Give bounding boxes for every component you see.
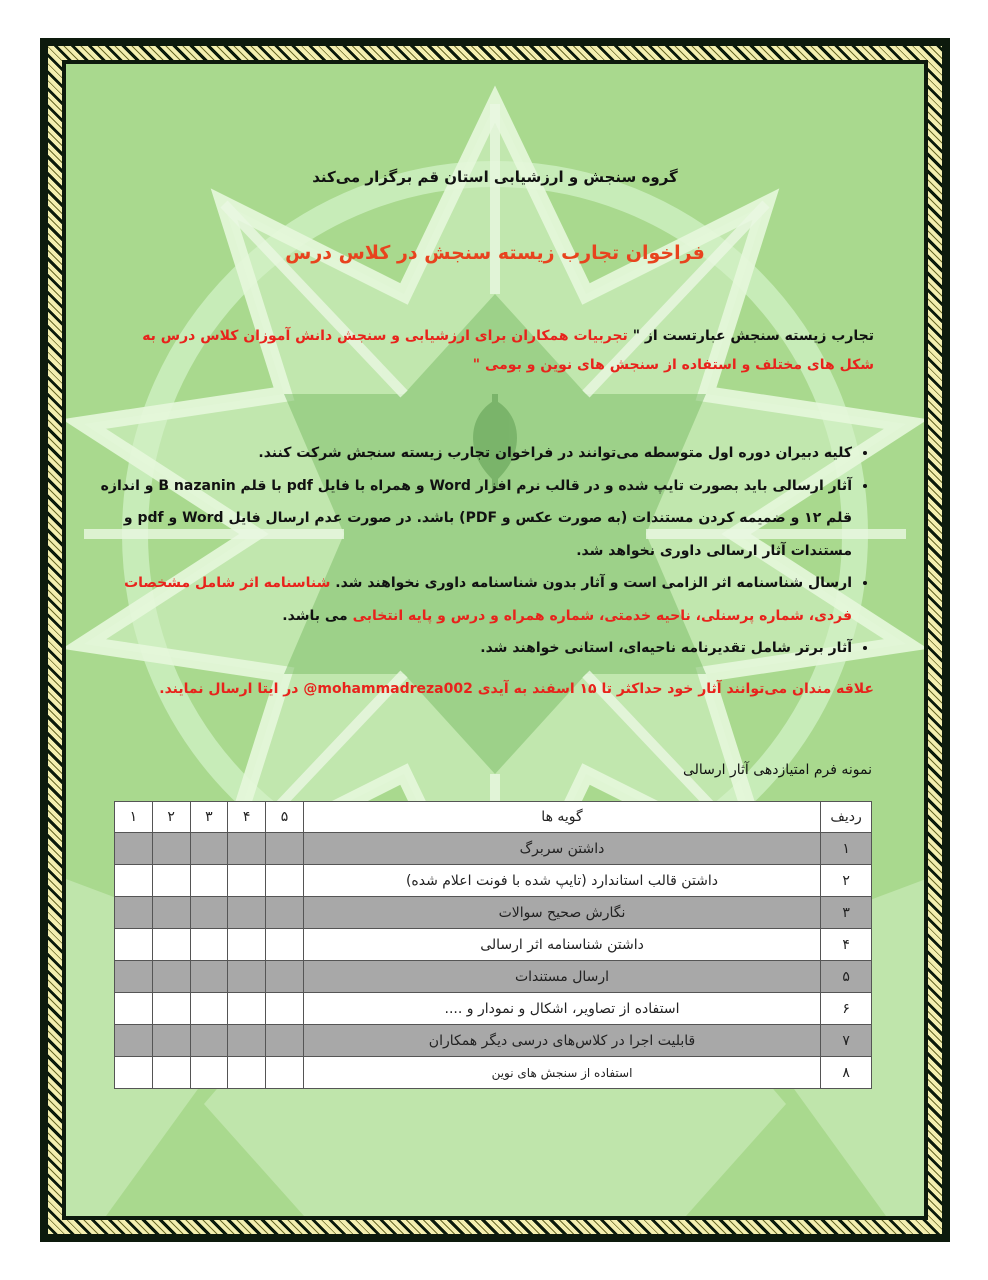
row-item: ارسال مستندات xyxy=(303,961,820,993)
rule-text: ارسال شناسنامه اثر الزامی است و آثار بدون شناسنامه داوری نخواهند شد. xyxy=(335,575,852,591)
row-number: ۴ xyxy=(821,929,872,961)
score-cell[interactable] xyxy=(152,929,190,961)
score-cell[interactable] xyxy=(190,1057,228,1089)
score-cell[interactable] xyxy=(115,897,153,929)
score-cell[interactable] xyxy=(190,961,228,993)
table-row xyxy=(115,897,872,929)
score-cell[interactable] xyxy=(152,961,190,993)
table-row xyxy=(115,961,872,993)
score-cell[interactable] xyxy=(228,1025,266,1057)
header-score-5: ۵ xyxy=(266,802,304,833)
row-item: نگارش صحیح سوالات xyxy=(303,897,820,929)
row-item: داشتن قالب استاندارد (تایپ شده با فونت اعلام شده) xyxy=(303,865,820,897)
table-row xyxy=(115,865,872,897)
intro-lead: تجارب زیسته سنجش عبارتست از " xyxy=(632,328,874,344)
header-item: گویه ها xyxy=(303,802,820,833)
score-cell[interactable] xyxy=(152,1057,190,1089)
rule-text-highlight: شناسنامه اثر شامل مشخصات فردی، شماره پرسنلی، ناحیه خدمتی، شماره همراه و درس و پایه انتخابی xyxy=(124,575,852,624)
score-cell[interactable] xyxy=(115,929,153,961)
score-cell[interactable] xyxy=(266,865,304,897)
score-cell[interactable] xyxy=(190,1025,228,1057)
score-cell[interactable] xyxy=(152,897,190,929)
score-cell[interactable] xyxy=(190,833,228,865)
header-score-2: ۲ xyxy=(152,802,190,833)
score-cell[interactable] xyxy=(152,993,190,1025)
score-cell[interactable] xyxy=(228,833,266,865)
score-cell[interactable] xyxy=(152,865,190,897)
intro-close: " xyxy=(472,357,481,373)
score-cell[interactable] xyxy=(190,865,228,897)
table-row xyxy=(115,833,872,865)
row-item: استفاده از سنجش های نوین xyxy=(303,1057,820,1089)
table-row xyxy=(115,929,872,961)
row-number: ۳ xyxy=(821,897,872,929)
score-cell[interactable] xyxy=(266,929,304,961)
row-number: ۲ xyxy=(821,865,872,897)
score-cell[interactable] xyxy=(266,897,304,929)
table-row xyxy=(115,1025,872,1057)
row-item: استفاده از تصاویر، اشکال و نمودار و .... xyxy=(303,993,820,1025)
organizer-line: گروه سنجش و ارزشیابی استان قم برگزار می‌کند xyxy=(312,168,678,186)
score-cell[interactable] xyxy=(115,961,153,993)
score-cell[interactable] xyxy=(266,961,304,993)
rule-text: می باشد. xyxy=(282,607,348,624)
rule-item: • کلیه دبیران دوره اول متوسطه می‌توانند در فراخوان تجارب زیسته سنجش شرکت کنند. xyxy=(82,437,852,470)
score-cell[interactable] xyxy=(266,993,304,1025)
score-cell[interactable] xyxy=(266,1025,304,1057)
score-cell[interactable] xyxy=(115,1057,153,1089)
row-number: ۶ xyxy=(821,993,872,1025)
row-number: ۷ xyxy=(821,1025,872,1057)
rule-item: • آثار برتر شامل تقدیرنامه ناحیه‌ای، استانی خواهند شد. xyxy=(82,632,852,665)
score-cell[interactable] xyxy=(152,1025,190,1057)
row-item: داشتن سربرگ xyxy=(303,833,820,865)
table-row xyxy=(115,993,872,1025)
header-score-4: ۴ xyxy=(228,802,266,833)
deadline-notice: علاقه مندان می‌توانند آثار خود حداکثر تا ۱۵ اسفند به آیدی mohammadreza002@ در ایتا ارسال نمایند. xyxy=(159,681,874,697)
row-number: ۵ xyxy=(821,961,872,993)
row-number: ۱ xyxy=(821,833,872,865)
score-cell[interactable] xyxy=(266,833,304,865)
score-cell[interactable] xyxy=(228,993,266,1025)
table-row xyxy=(115,1057,872,1089)
score-cell[interactable] xyxy=(228,929,266,961)
score-cell[interactable] xyxy=(228,865,266,897)
score-cell[interactable] xyxy=(190,993,228,1025)
intro-highlight: تجربیات همکاران برای ارزشیابی و سنجش دانش آموزان کلاس درس به شکل های مختلف و استفاده از سنجش های نوین و بومی xyxy=(142,328,874,373)
row-number: ۸ xyxy=(821,1057,872,1089)
intro-paragraph xyxy=(104,322,874,380)
row-item: قابلیت اجرا در کلاس‌های درسی دیگر همکاران xyxy=(303,1025,820,1057)
score-cell[interactable] xyxy=(190,897,228,929)
page-title: فراخوان تجارب زیسته سنجش در کلاس درس xyxy=(285,242,705,264)
score-cell[interactable] xyxy=(228,897,266,929)
row-item: داشتن شناسنامه اثر ارسالی xyxy=(303,929,820,961)
rule-item: • آثار ارسالی باید بصورت تایپ شده و در قالب نرم افزار Word و همراه با فایل pdf با قلم B nazanin و اندازه قلم ۱۲ و ضمیمه کردن مستندات (به صورت عکس و PDF) باشد. در صورت عدم ارسال فایل Word و pdf و مستندات آثار ارسالی داوری نخواهد شد. xyxy=(82,470,852,568)
score-cell[interactable] xyxy=(115,833,153,865)
score-cell[interactable] xyxy=(115,865,153,897)
header-score-1: ۱ xyxy=(115,802,153,833)
score-cell[interactable] xyxy=(152,833,190,865)
score-cell[interactable] xyxy=(115,1025,153,1057)
rule-item xyxy=(82,567,852,632)
score-cell[interactable] xyxy=(228,961,266,993)
score-cell[interactable] xyxy=(190,929,228,961)
score-cell[interactable] xyxy=(266,1057,304,1089)
rules-list xyxy=(82,437,874,665)
scoring-table xyxy=(114,801,872,1089)
score-cell[interactable] xyxy=(228,1057,266,1089)
score-cell[interactable] xyxy=(115,993,153,1025)
header-score-3: ۳ xyxy=(190,802,228,833)
flyer-page xyxy=(66,64,924,1216)
table-header-row xyxy=(115,802,872,833)
table-caption: نمونه فرم امتیازدهی آثار ارسالی xyxy=(682,762,872,778)
header-row-number: ردیف xyxy=(821,802,872,833)
